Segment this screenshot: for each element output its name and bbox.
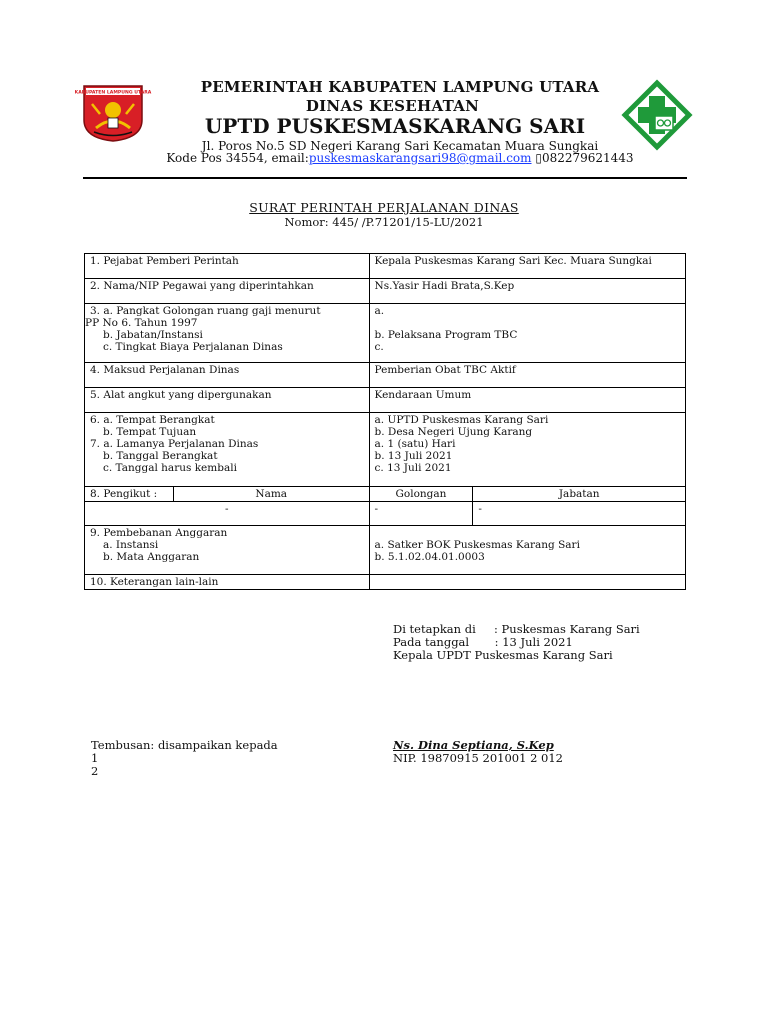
r3-label <box>85 304 370 363</box>
table-row <box>85 279 686 304</box>
r3-label-b: b. Jabatan/Instansi <box>103 329 203 341</box>
lampung-utara-logo-icon <box>74 84 152 142</box>
table-row <box>85 487 686 502</box>
phone-icon: ▯ <box>535 151 542 165</box>
kop-line-3: UPTD PUSKESMASKARANG SARI <box>204 114 586 138</box>
table-row <box>85 502 686 526</box>
kop-address: Jl. Poros No.5 SD Negeri Karang Sari Kecamatan Muara Sungkai <box>201 139 599 153</box>
r2-label: 2. Nama/NIP Pegawai yang diperintahkan <box>85 279 370 304</box>
signer-title: Kepala UPDT Puskesmas Karang Sari <box>393 648 613 662</box>
r3-label-c: c. Tingkat Biaya Perjalanan Dinas <box>103 341 283 353</box>
r8-col-jabatan: Jabatan <box>473 487 686 502</box>
r8-label: 8. Pengikut : <box>85 487 174 502</box>
r7-label-a: 7. a. Lamanya Perjalanan Dinas <box>90 438 259 450</box>
table-row <box>85 413 686 487</box>
r9-label-a: a. Instansi <box>103 539 159 551</box>
kop-line-1: PEMERINTAH KABUPATEN LAMPUNG UTARA <box>200 78 600 96</box>
r1-value: Kepala Puskesmas Karang Sari Kec. Muara Sungkai <box>369 254 685 279</box>
phone-number: 082279621443 <box>541 151 634 165</box>
r6-label-a: 6. a. Tempat Berangkat <box>90 414 215 426</box>
r3-label-a: 3. a. Pangkat Golongan ruang gaji menurut <box>90 305 321 317</box>
r8-nama: - <box>85 502 370 526</box>
r7-value-b: b. 13 Juli 2021 <box>374 450 453 462</box>
r9-label-b: b. Mata Anggaran <box>103 551 200 563</box>
r6-value-b: b. Desa Negeri Ujung Karang <box>374 426 533 438</box>
r8-golongan: - <box>369 502 473 526</box>
r7-label-b: b. Tanggal Berangkat <box>103 450 218 462</box>
r3-value-a: a. <box>374 305 385 317</box>
tembusan-item-2: 2 <box>91 764 99 778</box>
r1-label: 1. Pejabat Pemberi Perintah <box>85 254 370 279</box>
r67-value <box>369 413 685 487</box>
tembusan-block <box>91 739 278 778</box>
r3-value-b: b. Pelaksana Program TBC <box>374 329 518 341</box>
r3-value-c: c. <box>374 341 384 353</box>
document-number: Nomor: 445/ /P.71201/15-LU/2021 <box>284 215 484 229</box>
r8-col-golongan: Golongan <box>369 487 473 502</box>
kop-line-2: DINAS KESEHATAN <box>305 97 480 115</box>
r3-value <box>369 304 685 363</box>
table-row <box>85 304 686 363</box>
r67-label <box>85 413 370 487</box>
ditetapkan-text: Di tetapkan di : Puskesmas Karang Sari <box>393 622 640 636</box>
r7-value-a: a. 1 (satu) Hari <box>374 438 456 450</box>
email-link[interactable]: puskesmaskarangsari98@gmail.com <box>308 151 532 165</box>
r4-label: 4. Maksud Perjalanan Dinas <box>85 363 370 388</box>
signature-place-date <box>393 623 640 662</box>
kodepos-text: Kode Pos 34554, email: <box>166 151 309 165</box>
spd-table <box>84 253 686 590</box>
signer-block <box>393 739 563 765</box>
kop-contact <box>150 151 650 165</box>
r9-value-b: b. 5.1.02.04.01.0003 <box>374 551 485 563</box>
r9-label <box>85 526 370 575</box>
r7-value-c: c. 13 Juli 2021 <box>374 462 452 474</box>
tembusan-title: Tembusan: disampaikan kepada <box>91 738 278 752</box>
signer-nip: NIP. 19870915 201001 2 012 <box>393 751 563 765</box>
r10-value <box>369 575 685 590</box>
table-row <box>85 526 686 575</box>
table-row <box>85 363 686 388</box>
r7-label-c: c. Tanggal harus kembali <box>103 462 237 474</box>
table-row <box>85 575 686 590</box>
document-title: SURAT PERINTAH PERJALANAN DINAS <box>249 200 519 215</box>
r8-col-nama: Nama <box>173 487 369 502</box>
r2-value: Ns.Yasir Hadi Brata,S.Kep <box>369 279 685 304</box>
letterhead-divider <box>83 177 687 179</box>
signer-name: Ns. Dina Septiana, S.Kep <box>393 738 554 752</box>
table-row <box>85 254 686 279</box>
table-row <box>85 388 686 413</box>
letterhead <box>0 0 768 180</box>
logo-left-text: KABUPATEN LAMPUNG UTARA <box>74 90 152 96</box>
r5-label: 5. Alat angkut yang dipergunakan <box>85 388 370 413</box>
r3-label-a2: PP No 6. Tahun 1997 <box>85 317 198 329</box>
r9-value <box>369 526 685 575</box>
tembusan-item-1: 1 <box>91 751 99 765</box>
puskesmas-logo-icon <box>622 80 692 150</box>
r3-value-a-spacer <box>375 317 680 329</box>
r9-label-main: 9. Pembebanan Anggaran <box>90 527 228 539</box>
tanggal-text: Pada tanggal : 13 Juli 2021 <box>393 635 573 649</box>
r9-value-spacer <box>375 527 680 539</box>
r5-value: Kendaraan Umum <box>369 388 685 413</box>
r10-label: 10. Keterangan lain-lain <box>85 575 370 590</box>
r6-value-a: a. UPTD Puskesmas Karang Sari <box>374 414 549 426</box>
r9-value-a: a. Satker BOK Puskesmas Karang Sari <box>374 539 580 551</box>
r8-jabatan: - <box>473 502 686 526</box>
r6-label-b: b. Tempat Tujuan <box>103 426 197 438</box>
r4-value: Pemberian Obat TBC Aktif <box>369 363 685 388</box>
